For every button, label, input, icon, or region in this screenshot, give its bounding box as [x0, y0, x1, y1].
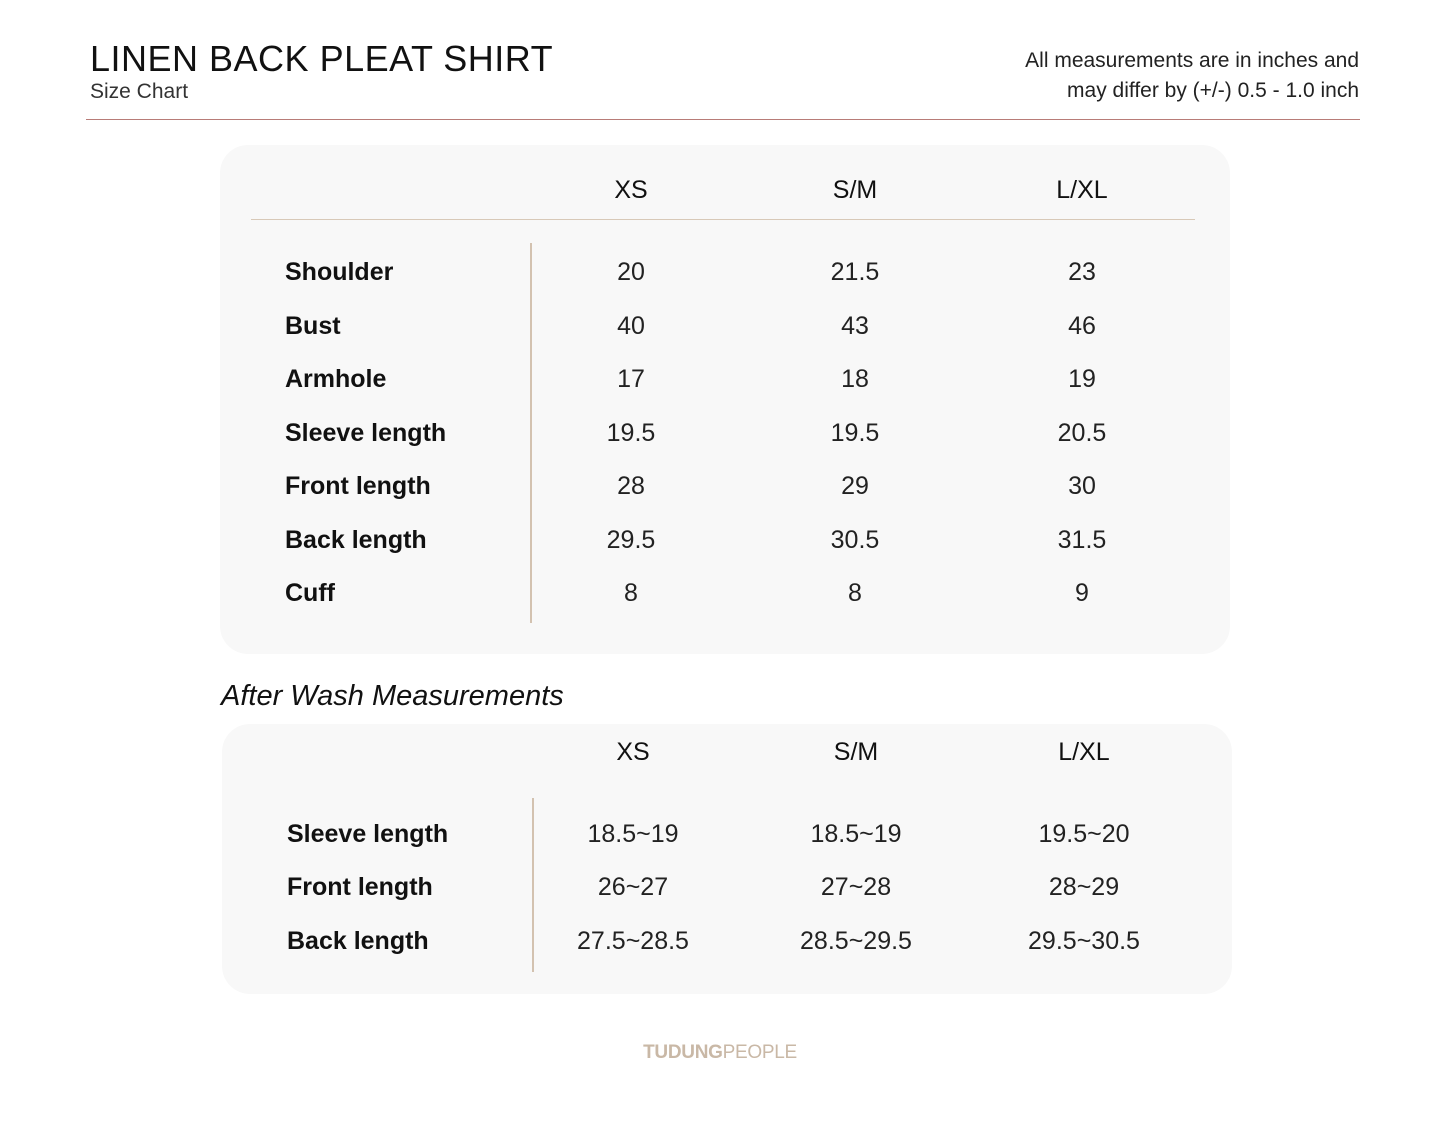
wash-row-label-sleeve-length: Sleeve length — [287, 820, 449, 848]
column-header-xs: XS — [614, 176, 648, 204]
cell-shoulder-xs: 20 — [617, 258, 645, 286]
wash-cell-back-length-lxl: 29.5~30.5 — [1028, 927, 1140, 955]
cell-shoulder-lxl: 23 — [1068, 258, 1096, 286]
cell-armhole-lxl: 19 — [1068, 365, 1096, 393]
wash-column-header-lxl: L/XL — [1058, 738, 1110, 766]
wash-cell-front-length-xs: 26~27 — [597, 873, 669, 901]
wash-cell-back-length-xs: 27.5~28.5 — [577, 927, 689, 955]
size-chart-table — [220, 145, 1230, 654]
cell-armhole-sm: 18 — [841, 365, 869, 393]
measurement-note-line-1: All measurements are in inches and — [1025, 49, 1359, 72]
row-label-cuff: Cuff — [285, 579, 335, 607]
cell-front-length-sm: 29 — [841, 472, 869, 500]
measurement-note — [939, 46, 1359, 106]
cell-back-length-xs: 29.5 — [606, 526, 656, 554]
cell-shoulder-sm: 21.5 — [830, 258, 880, 286]
wash-row-label-back-length: Back length — [287, 927, 429, 955]
wash-cell-sleeve-length-lxl: 19.5~20 — [1038, 820, 1130, 848]
page-title: LINEN BACK PLEAT SHIRT — [90, 38, 554, 79]
wash-cell-sleeve-length-sm: 18.5~19 — [810, 820, 902, 848]
row-label-back-length: Back length — [285, 526, 427, 554]
row-label-shoulder: Shoulder — [285, 258, 394, 286]
brand-logo — [0, 1042, 1440, 1064]
column-header-lxl: L/XL — [1056, 176, 1108, 204]
wash-cell-front-length-sm: 27~28 — [820, 873, 892, 901]
wash-column-header-xs: XS — [616, 738, 650, 766]
cell-bust-xs: 40 — [617, 312, 645, 340]
wash-cell-sleeve-length-xs: 18.5~19 — [587, 820, 679, 848]
row-label-front-length: Front length — [285, 472, 431, 500]
cell-front-length-lxl: 30 — [1068, 472, 1096, 500]
cell-back-length-lxl: 31.5 — [1057, 526, 1107, 554]
wash-cell-front-length-lxl: 28~29 — [1048, 873, 1120, 901]
row-label-sleeve-length: Sleeve length — [285, 419, 447, 447]
header-divider — [86, 119, 1360, 120]
cell-bust-sm: 43 — [841, 312, 869, 340]
wash-row-label-front-length: Front length — [287, 873, 433, 901]
brand-logo-part-1: TUDUNG — [643, 1042, 723, 1063]
cell-armhole-xs: 17 — [617, 365, 645, 393]
cell-back-length-sm: 30.5 — [830, 526, 880, 554]
wash-column-header-sm: S/M — [833, 738, 879, 766]
page-subtitle: Size Chart — [90, 80, 189, 103]
cell-bust-lxl: 46 — [1068, 312, 1096, 340]
row-label-armhole: Armhole — [285, 365, 387, 393]
cell-cuff-lxl: 9 — [1075, 579, 1089, 607]
measurement-note-line-2: may differ by (+/-) 0.5 - 1.0 inch — [1067, 79, 1359, 102]
column-header-sm: S/M — [832, 176, 878, 204]
wash-cell-back-length-sm: 28.5~29.5 — [800, 927, 912, 955]
cell-cuff-xs: 8 — [624, 579, 638, 607]
after-wash-table — [222, 724, 1232, 994]
after-wash-title: After Wash Measurements — [221, 680, 564, 712]
column-header-divider — [251, 219, 1195, 220]
cell-sleeve-length-xs: 19.5 — [606, 419, 656, 447]
cell-cuff-sm: 8 — [848, 579, 862, 607]
cell-front-length-xs: 28 — [617, 472, 645, 500]
row-label-bust: Bust — [285, 312, 341, 340]
cell-sleeve-length-sm: 19.5 — [830, 419, 880, 447]
cell-sleeve-length-lxl: 20.5 — [1057, 419, 1107, 447]
brand-logo-part-2: PEOPLE — [722, 1042, 797, 1063]
